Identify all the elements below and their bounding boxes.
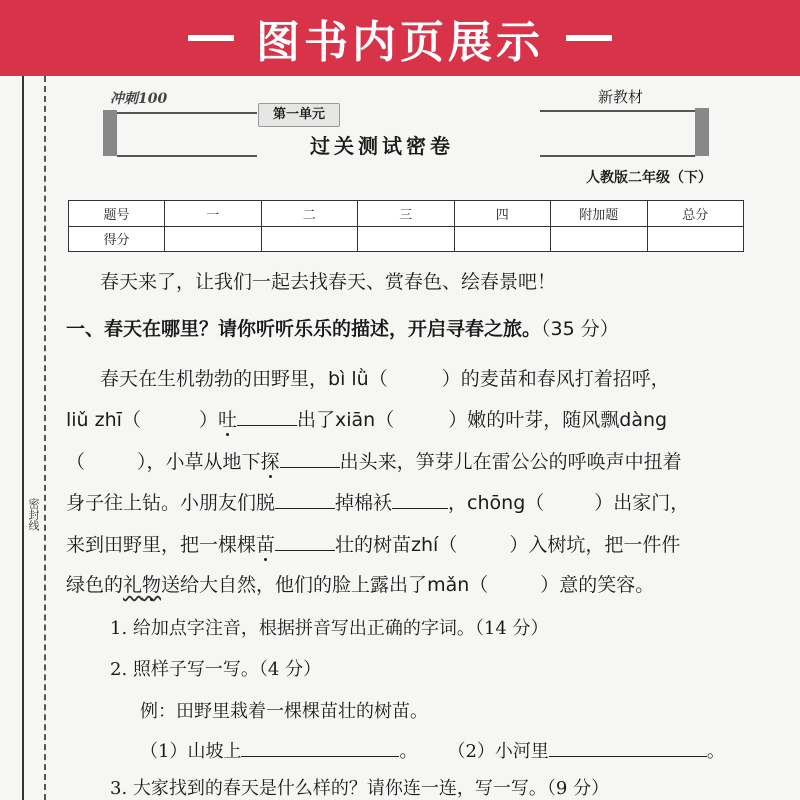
banner-title: 图书内页展示: [256, 17, 544, 68]
passage-text: 的麦苗和春风打着招呼，: [460, 368, 670, 390]
table-cell: 三: [358, 201, 455, 227]
passage-line: 绿色的礼物送给大自然，他们的脸上露出了mǎn（ ）意的笑容。: [66, 574, 655, 596]
answer-blank[interactable]: [241, 738, 399, 757]
page-title: 过关测试密卷: [310, 134, 454, 158]
section-score: （35 分）: [541, 318, 619, 340]
table-cell: 总分: [647, 201, 744, 227]
table-cell: 二: [261, 201, 358, 227]
pinyin: xiān: [335, 409, 376, 431]
answer-blank[interactable]: [392, 490, 448, 509]
passage-line: liǔ zhī（ ）吐 出了xiān（ ）嫩的叶芽，随风飘dàng: [66, 409, 668, 431]
banner: [0, 0, 800, 76]
question-2: 2. 照样子写一写。（4 分）: [110, 659, 322, 680]
dotted-char: 苗: [256, 534, 276, 556]
exercise-label: （1）山坡上: [140, 741, 242, 762]
edition-label: 人教版二年级（下）: [586, 170, 712, 186]
exercise-row: （1）山坡上 。 （2）小河里 。: [140, 737, 725, 763]
exercise-label: （2）小河里: [447, 741, 549, 762]
answer-blank[interactable]: [549, 738, 707, 757]
new-textbook-label: 新教材: [598, 88, 644, 106]
pinyin: liǔ zhī: [66, 409, 122, 431]
header-line: [540, 155, 695, 157]
answer-blank[interactable]: [141, 408, 199, 426]
answer-blank[interactable]: [280, 449, 340, 468]
passage-text: 身子往上钻。小朋友们脱: [66, 492, 276, 514]
score-input-cell[interactable]: [647, 226, 744, 252]
header-line: [117, 112, 257, 114]
passage-text: 出头来，笋芽儿在雷公公的呼唤声中扭着: [339, 451, 682, 473]
example-sentence: 例：田野里栽着一棵棵苗壮的树苗。: [140, 701, 428, 722]
answer-blank[interactable]: [275, 490, 335, 509]
banner-dash-left: [188, 35, 234, 41]
question-3: 3. 大家找到的春天是什么样的？请你连一连，写一写。（9 分）: [110, 778, 610, 799]
passage-text: ，小草从地下: [146, 451, 261, 473]
pinyin: chōng: [467, 492, 526, 514]
seal-line-label: 密封线: [27, 498, 40, 531]
score-input-cell[interactable]: [165, 226, 262, 252]
wavy-underlined-char: 物: [142, 574, 162, 596]
table-cell: 题号: [69, 201, 165, 227]
passage-line: （ ），小草从地下探 出头来，笋芽儿在雷公公的呼唤声中扭着: [66, 451, 682, 473]
table-cell: 一: [165, 201, 262, 227]
answer-blank[interactable]: [237, 407, 297, 426]
passage-text: 入树坑，把一件件: [528, 534, 681, 556]
pinyin: bì lǜ: [328, 368, 369, 390]
passage-text: 掉棉袄: [335, 492, 393, 514]
passage-text: 意的笑容。: [559, 574, 655, 596]
unit-badge: 第一单元: [258, 103, 340, 127]
answer-blank[interactable]: [388, 367, 442, 385]
header-line: [117, 155, 257, 157]
passage-line: 身子往上钻。小朋友们脱 掉棉袄 ，chōng（ ）出家门，: [66, 492, 690, 514]
answer-blank[interactable]: [394, 408, 448, 426]
banner-dash-right: [566, 35, 612, 41]
score-input-cell[interactable]: [261, 226, 358, 252]
seal-line: [44, 76, 46, 800]
brand-label: 冲刺100: [110, 91, 168, 107]
answer-blank[interactable]: [488, 573, 540, 591]
wavy-underlined-char: 礼: [123, 574, 143, 596]
section-heading: [66, 314, 619, 341]
answer-blank[interactable]: [85, 450, 137, 468]
question-1: 1. 给加点字注音，根据拼音写出正确的字词。（14 分）: [110, 618, 549, 639]
passage-text: 绿色的: [66, 574, 124, 596]
passage-text: 嫩的叶芽，随风飘: [467, 409, 620, 431]
section-heading-text: 一、春天在哪里？请你听听乐乐的描述，开启寻春之旅。: [66, 318, 542, 340]
dotted-char: 探: [260, 451, 280, 473]
answer-blank[interactable]: [457, 533, 509, 551]
table-cell: 得分: [69, 226, 165, 252]
passage-text: 送给大自然，他们的脸上露出了: [161, 574, 428, 596]
answer-blank[interactable]: [544, 491, 594, 509]
pinyin: dàng: [619, 409, 668, 431]
passage-line: 来到田野里，把一棵棵苗 壮的树苗zhí（ ）入树坑，把一件件: [66, 534, 681, 556]
header-line: [540, 110, 695, 112]
table-row: [69, 226, 744, 252]
table-cell: 四: [454, 201, 551, 227]
passage-text: 来到田野里，把一棵棵: [66, 534, 257, 556]
pinyin: mǎn: [427, 574, 470, 596]
score-input-cell[interactable]: [358, 226, 455, 252]
header-bar-left: [103, 110, 117, 156]
score-table: [68, 200, 744, 252]
answer-blank[interactable]: [275, 532, 335, 551]
passage-text: 壮的树苗: [335, 534, 412, 556]
passage-line: 春天在生机勃勃的田野里，bì lǜ（ ）的麦苗和春风打着招呼，: [100, 368, 670, 390]
passage-text: 出家门，: [613, 492, 690, 514]
score-input-cell[interactable]: [454, 226, 551, 252]
intro-text: 春天来了，让我们一起去找春天、赏春色、绘春景吧！: [100, 271, 557, 293]
header-bar-right: [695, 108, 709, 156]
passage-text: ，: [448, 492, 468, 514]
passage-text: 出了: [296, 409, 335, 431]
table-row: [69, 201, 744, 227]
table-cell: 附加题: [551, 201, 648, 227]
pinyin: zhí: [411, 534, 439, 556]
score-input-cell[interactable]: [551, 226, 648, 252]
passage-text: 春天在生机勃勃的田野里，: [100, 368, 329, 390]
dotted-char: 吐: [217, 409, 237, 431]
margin-rule: [22, 76, 24, 800]
